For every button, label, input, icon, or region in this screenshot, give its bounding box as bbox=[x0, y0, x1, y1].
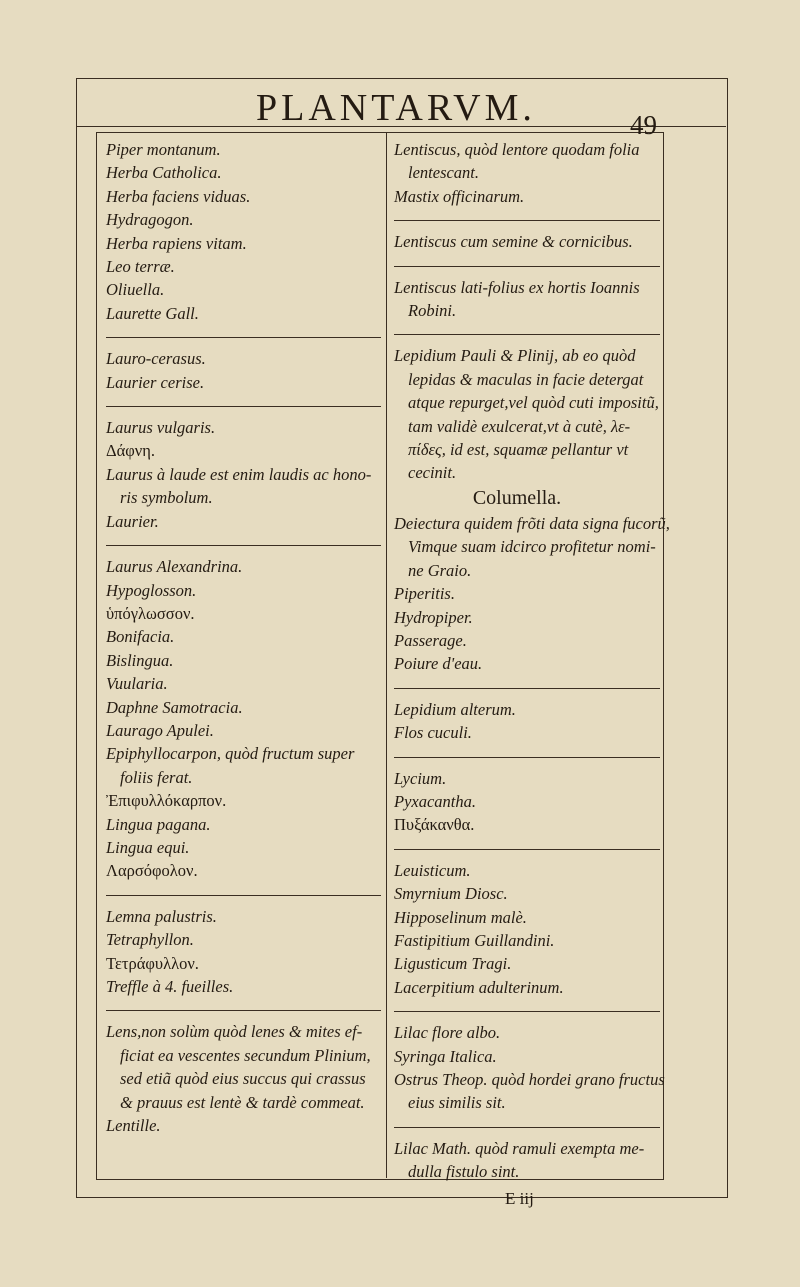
entry-line: Τετράφυλλον. bbox=[106, 953, 199, 973]
plant-entry bbox=[394, 1127, 660, 1184]
plant-entry bbox=[394, 1011, 665, 1115]
entry-line: Robini. bbox=[408, 301, 457, 321]
entry-line: Lentiscus, quòd lentore quodam folia bbox=[394, 140, 640, 159]
entry-line: tam validè exulcerat,vt à cutè, λε- bbox=[408, 416, 631, 436]
entry-line: Lingua equi. bbox=[106, 837, 190, 857]
plant-entry bbox=[394, 266, 660, 323]
entry-line: Leo terræ. bbox=[106, 257, 175, 277]
entry-line: eius similis sit. bbox=[408, 1093, 506, 1113]
entry-line: Vuularia. bbox=[106, 674, 168, 694]
entry-line: dulla fistulo sint. bbox=[408, 1162, 520, 1182]
entry-line: Herba Catholica. bbox=[106, 163, 222, 183]
entry-line: Syringa Italica. bbox=[394, 1046, 497, 1066]
entry-line: Hydragogon. bbox=[106, 210, 194, 230]
plant-entry bbox=[394, 138, 660, 208]
plant-entry bbox=[394, 220, 660, 253]
entry-line: sed etiã quòd eius succus qui crassus bbox=[120, 1069, 366, 1089]
plant-entry bbox=[394, 334, 670, 675]
entry-line: Lilac flore albo. bbox=[394, 1023, 501, 1043]
plant-entry bbox=[394, 849, 660, 999]
entry-line: Ostrus Theop. quòd hordei grano fructus bbox=[394, 1070, 665, 1089]
page-number: 49 bbox=[630, 110, 657, 140]
entry-line: Ἐπιφυλλόκαρπον. bbox=[106, 791, 227, 811]
entry-line: Lentiscus lati-folius ex hortis Ioannis bbox=[394, 277, 640, 297]
entry-line: ris symbolum. bbox=[120, 488, 213, 508]
plant-entry bbox=[106, 337, 381, 394]
entry-line: πίδες, id est, squamæ pellantur vt bbox=[408, 440, 629, 460]
entry-line: cecinit. bbox=[408, 463, 457, 483]
entry-line: Laurus vulgaris. bbox=[106, 418, 216, 438]
entry-line: Piper montanum. bbox=[106, 140, 221, 159]
entry-line: Hipposelinum malè. bbox=[394, 907, 527, 927]
right-column bbox=[394, 138, 670, 1196]
entry-line: Laurier cerise. bbox=[106, 372, 205, 392]
entry-line: Tetraphyllon. bbox=[106, 930, 194, 950]
entry-line: Herba rapiens vitam. bbox=[106, 233, 247, 253]
running-title: PLANTARVM. bbox=[256, 87, 536, 129]
plant-entry bbox=[106, 1010, 381, 1137]
plant-entry bbox=[394, 688, 660, 745]
entry-line: Smyrnium Diosc. bbox=[394, 884, 508, 904]
entry-line: Poiure d'eau. bbox=[394, 654, 483, 674]
entry-line: Bislingua. bbox=[106, 650, 174, 670]
entry-line: ficiat ea vescentes secundum Plinium, bbox=[120, 1045, 371, 1065]
entry-line: Fastipitium Guillandini. bbox=[394, 930, 555, 950]
entry-line: Laurago Apulei. bbox=[106, 720, 214, 740]
signature-mark: E iij bbox=[505, 1189, 534, 1208]
entry-line: Laurus à laude est enim laudis ac hono- bbox=[106, 464, 372, 484]
entry-line: Deiectura quidem frõti data signa fucorũ, bbox=[394, 513, 670, 533]
entry-line: Laurus Alexandrina. bbox=[106, 557, 243, 577]
plant-entry bbox=[106, 545, 381, 883]
plant-entry bbox=[394, 757, 660, 837]
entry-line: Mastix officinarum. bbox=[394, 186, 525, 206]
left-column bbox=[106, 138, 381, 1149]
column-divider bbox=[386, 132, 387, 1178]
plant-entry bbox=[106, 895, 381, 999]
entry-line: Leuisticum. bbox=[394, 860, 471, 880]
entry-line: Lentille. bbox=[106, 1116, 161, 1136]
entry-line: Passerage. bbox=[394, 630, 467, 650]
entry-line: Laurier. bbox=[106, 511, 159, 531]
entry-line: Lingua pagana. bbox=[106, 814, 211, 834]
entry-line: Πυξάκανθα. bbox=[394, 815, 475, 835]
cited-author-heading: Columella. bbox=[472, 486, 562, 509]
plant-entry bbox=[106, 406, 381, 533]
entry-line: Hydropiper. bbox=[394, 607, 473, 627]
entry-line: Lycium. bbox=[394, 768, 447, 788]
entry-line: Laurette Gall. bbox=[106, 303, 199, 323]
entry-line: Lilac Math. quòd ramuli exempta me- bbox=[394, 1138, 645, 1158]
entry-line: Δάφνη. bbox=[106, 441, 155, 461]
entry-line: Λαρσόφολον. bbox=[106, 861, 198, 881]
entry-line: foliis ferat. bbox=[120, 767, 193, 787]
entry-line: Treffle à 4. fueilles. bbox=[106, 977, 234, 996]
entry-line: lentescant. bbox=[408, 163, 480, 183]
entry-line: Lemna palustris. bbox=[106, 906, 217, 926]
entry-line: ne Graio. bbox=[408, 560, 472, 580]
entry-line: Flos cuculi. bbox=[394, 723, 472, 743]
entry-line: Daphne Samotracia. bbox=[106, 697, 243, 717]
entry-line: Lacerpitium adulterinum. bbox=[394, 977, 564, 997]
entry-line: Ligusticum Tragi. bbox=[394, 954, 512, 974]
entry-line: Epiphyllocarpon, quòd fructum super bbox=[106, 744, 355, 764]
entry-line: Lepidium Pauli & Plinij, ab eo quòd bbox=[394, 346, 636, 366]
entry-line: ὑπόγλωσσον. bbox=[106, 603, 195, 623]
entry-line: Bonifacia. bbox=[106, 627, 175, 647]
entry-line: Pyxacantha. bbox=[394, 791, 477, 811]
entry-line: Lentiscus cum semine & cornicibus. bbox=[394, 232, 633, 252]
entry-line: atque repurget,vel quòd cuti impositũ, bbox=[408, 393, 659, 413]
entry-line: Vimque suam idcirco profitetur nomi- bbox=[408, 537, 656, 557]
entry-line: & prauus est lentè & tardè commeat. bbox=[120, 1092, 365, 1112]
plant-entry bbox=[106, 138, 381, 325]
entry-line: lepidas & maculas in facie detergat bbox=[408, 369, 644, 389]
entry-line: Lauro-cerasus. bbox=[106, 349, 206, 369]
entry-line: Herba faciens viduas. bbox=[106, 186, 251, 206]
entry-line: Lens,non solùm quòd lenes & mites ef- bbox=[106, 1022, 363, 1042]
entry-line: Oliuella. bbox=[106, 280, 165, 300]
entry-line: Piperitis. bbox=[394, 584, 455, 604]
entry-line: Lepidium alterum. bbox=[394, 699, 516, 719]
entry-line: Hypoglosson. bbox=[106, 580, 197, 600]
